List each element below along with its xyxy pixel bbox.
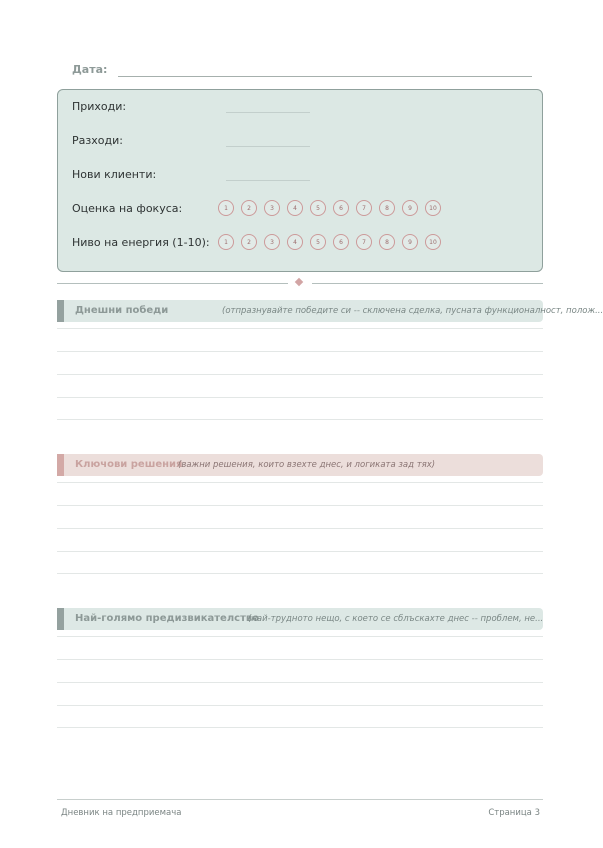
section-hint-challenge: (най-трудното нещо, с което се сблъскахте днес -- проблем, не... [248,614,544,624]
section-header-wins [57,300,603,322]
focus-rating-10[interactable]: 10 [425,200,441,216]
expenses-field[interactable] [226,146,310,147]
writing-line-decisions-1[interactable] [57,482,543,483]
section-accent-bar [57,608,64,630]
expenses-row [72,131,532,151]
energy-rating-9[interactable]: 9 [402,234,418,250]
footer-journal-name: Дневник на предприемача [61,808,182,818]
writing-line-challenge-5[interactable] [57,727,543,728]
writing-line-decisions-2[interactable] [57,505,543,506]
writing-line-decisions-5[interactable] [57,573,543,574]
footer-divider [57,799,543,800]
writing-line-challenge-3[interactable] [57,682,543,683]
section-header-challenge [57,608,543,630]
revenue-row [72,97,532,117]
divider-line-left [57,283,288,284]
focus-rating-7[interactable]: 7 [356,200,372,216]
section-header-decisions [57,454,543,476]
energy-label: Ниво на енергия (1-10): [72,236,210,249]
writing-line-challenge-2[interactable] [57,659,543,660]
energy-rating-3[interactable]: 3 [264,234,280,250]
new-clients-label: Нови клиенти: [72,168,157,181]
focus-rating-3[interactable]: 3 [264,200,280,216]
divider-line-right [312,283,543,284]
new-clients-field[interactable] [226,180,310,181]
focus-rating-scale [218,200,448,216]
ornament-divider [57,278,543,288]
revenue-label: Приходи: [72,100,127,113]
focus-row [72,199,532,219]
energy-row [72,233,532,253]
section-title-decisions: Ключови решения [75,459,183,470]
revenue-field[interactable] [226,112,310,113]
focus-rating-6[interactable]: 6 [333,200,349,216]
date-field[interactable] [118,76,532,77]
writing-line-wins-4[interactable] [57,397,543,398]
energy-rating-6[interactable]: 6 [333,234,349,250]
daily-metrics-box [57,89,543,272]
energy-rating-7[interactable]: 7 [356,234,372,250]
writing-line-wins-2[interactable] [57,351,543,352]
energy-rating-2[interactable]: 2 [241,234,257,250]
writing-line-challenge-4[interactable] [57,705,543,706]
energy-rating-4[interactable]: 4 [287,234,303,250]
section-title-challenge: Най-голямо предизвикателство [75,613,260,624]
focus-rating-8[interactable]: 8 [379,200,395,216]
writing-line-decisions-3[interactable] [57,528,543,529]
energy-rating-1[interactable]: 1 [218,234,234,250]
energy-rating-10[interactable]: 10 [425,234,441,250]
focus-rating-1[interactable]: 1 [218,200,234,216]
focus-rating-4[interactable]: 4 [287,200,303,216]
energy-rating-5[interactable]: 5 [310,234,326,250]
footer-page-number: Страница 3 [488,808,540,818]
writing-line-wins-5[interactable] [57,419,543,420]
focus-rating-5[interactable]: 5 [310,200,326,216]
expenses-label: Разходи: [72,134,123,147]
energy-rating-8[interactable]: 8 [379,234,395,250]
energy-rating-scale [218,234,448,250]
section-title-wins: Днешни победи [75,305,169,316]
writing-line-wins-1[interactable] [57,328,543,329]
focus-rating-2[interactable]: 2 [241,200,257,216]
diamond-icon [295,278,303,286]
writing-line-challenge-1[interactable] [57,636,543,637]
new-clients-row [72,165,532,185]
writing-line-decisions-4[interactable] [57,551,543,552]
writing-line-wins-3[interactable] [57,374,543,375]
section-hint-decisions: (важни решения, които взехте днес, и логиката зад тях) [178,460,436,470]
section-hint-wins: (отпразнувайте победите си -- сключена сделка, пусната функционалност, полож... [222,306,603,316]
date-label: Дата: [72,63,108,76]
section-accent-bar [57,454,64,476]
section-accent-bar [57,300,64,322]
date-row [72,63,532,79]
focus-label: Оценка на фокуса: [72,202,183,215]
focus-rating-9[interactable]: 9 [402,200,418,216]
